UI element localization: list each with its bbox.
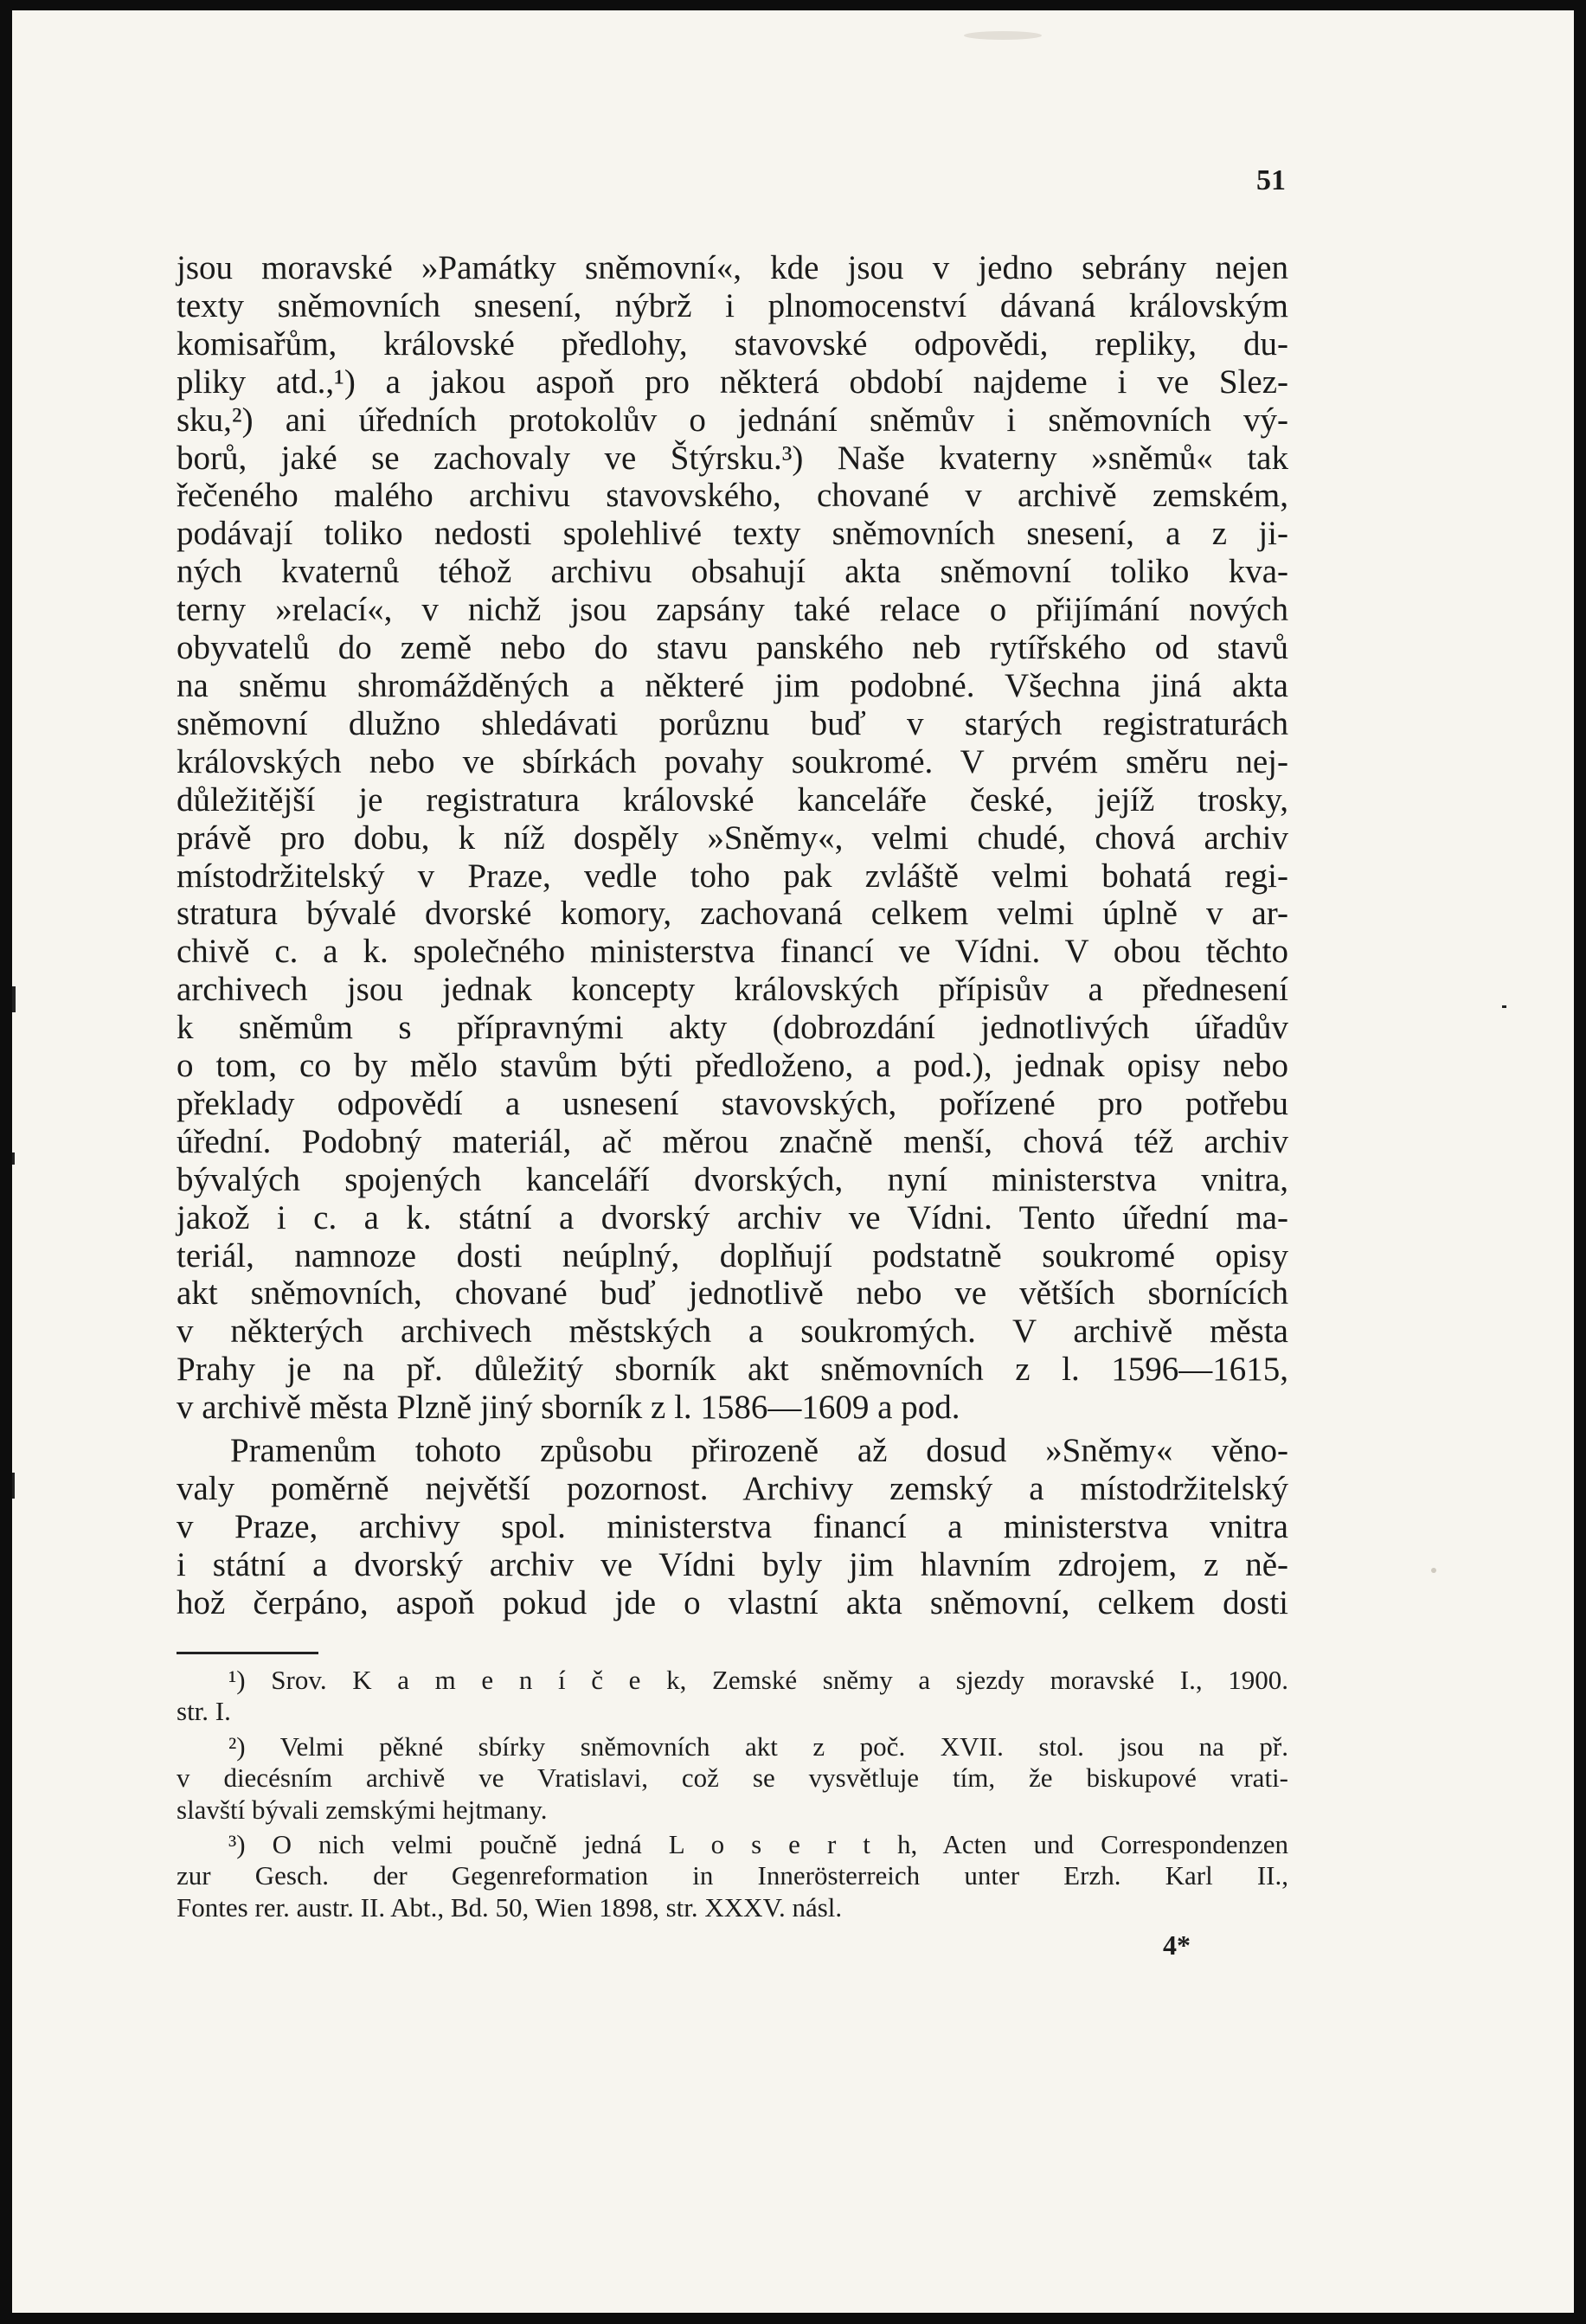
text-line: hož čerpáno, aspoň pokud jde o vlastní akta sněmovní, celkem dosti	[177, 1583, 1288, 1621]
text-line: i státní a dvorský archiv ve Vídni byly jim hlavním zdrojem, z ně-	[177, 1545, 1288, 1583]
footnote-line: Fontes rer. austr. II. Abt., Bd. 50, Wien 1898, str. XXXV. násl.	[177, 1891, 843, 1923]
paper-spot	[964, 31, 1042, 40]
text-line: texty sněmovních snesení, nýbrž i plnomocenství dávaná královským	[177, 286, 1288, 324]
text-line: teriál, namnoze dosti neúplný, doplňují podstatně soukromé opisy	[177, 1236, 1288, 1274]
paragraph-2	[177, 1432, 1288, 1622]
text-line: v některých archivech městských a soukromých. V archivě města	[177, 1313, 1288, 1351]
text-line: ných kvaternů téhož archivu obsahují akta sněmovní toliko kva-	[177, 553, 1288, 591]
scan-mark	[1502, 1005, 1506, 1008]
footnote-line: slavští bývali zemskými hejtmany.	[177, 1794, 548, 1825]
text-line: k sněmům s přípravnými akty (dobrozdání jednotlivých úřadův	[177, 1009, 1288, 1047]
text-line: o tom, co by mělo stavům býti předloženo, a pod.), jednak opisy nebo	[177, 1047, 1288, 1085]
text-line: překlady odpovědí a usnesení stavovských, pořízené pro potřebu	[177, 1084, 1288, 1122]
text-line: právě pro dobu, k níž dospěly »Sněmy«, velmi chudé, chová archiv	[177, 819, 1288, 857]
footnote-3	[177, 1829, 1288, 1923]
footnote-line: ¹) Srov. K a m e n í č e k, Zemské sněmy a sjezdy moravské I., 1900.	[228, 1665, 1288, 1695]
footnote-line: zur Gesch. der Gegenreformation in Innerösterreich unter Erzh. Karl II.,	[177, 1860, 1288, 1891]
page-number: 51	[1256, 164, 1286, 196]
text-line: jsou moravské »Památky sněmovní«, kde jsou v jedno sebrány nejen	[177, 249, 1288, 286]
text-line: Prahy je na př. důležitý sborník akt sněmovních z l. 1596—1615,	[177, 1351, 1288, 1389]
text-line: místodržitelský v Praze, vedle toho pak zvláště velmi bohatá regi-	[177, 857, 1288, 895]
text-line: jakož i c. a k. státní a dvorský archiv ve Vídni. Tento úřední ma-	[177, 1198, 1288, 1236]
text-line: obyvatelů do země nebo do stavu panského neb rytířského od stavů	[177, 629, 1288, 667]
text-line: podávají toliko nedosti spolehlivé texty sněmovních snesení, a z ji-	[177, 515, 1288, 553]
text-line: královských nebo ve sbírkách povahy soukromé. V prvém směru nej-	[177, 742, 1288, 780]
footnote-line: v diecésním archivě ve Vratislavi, což se vysvětluje tím, že biskupové vrati-	[177, 1762, 1288, 1794]
paragraph-1	[177, 249, 1288, 1427]
scan-mark	[12, 986, 16, 1012]
paper-spot	[1431, 1568, 1436, 1573]
footnote-line: str. I.	[177, 1696, 231, 1727]
text-line: valy poměrně největší pozornost. Archivy zemský a místodržitelský	[177, 1470, 1288, 1507]
book-page	[12, 10, 1574, 2313]
text-line: bývalých spojených kanceláří dvorských, nyní ministerstva vnitra,	[177, 1160, 1288, 1198]
footnote-line: ³) O nich velmi poučně jedná L o s e r t h, Acten und Correspondenzen	[228, 1829, 1288, 1860]
scan-mark	[12, 1152, 15, 1165]
text-line: úřední. Podobný materiál, ač měrou značně menší, chová též archiv	[177, 1122, 1288, 1160]
text-line: komisařům, královské předlohy, stavovské odpovědi, repliky, du-	[177, 324, 1288, 363]
footnote-2	[177, 1731, 1288, 1826]
text-line: stratura bývalé dvorské komory, zachovaná celkem velmi úplně v ar-	[177, 895, 1288, 933]
footnote-separator	[177, 1652, 318, 1654]
main-text	[177, 249, 1288, 1622]
text-line: řečeného malého archivu stavovského, chované v archivě zemském,	[177, 477, 1288, 515]
footnotes	[177, 1665, 1288, 1927]
text-line: pliky atd.,¹) a jakou aspoň pro některá období najdeme i ve Slez-	[177, 363, 1288, 401]
text-line: sněmovní dlužno shledávati porůznu buď v starých registraturách	[177, 704, 1288, 742]
text-line: chivě c. a k. společného ministerstva financí ve Vídni. V obou těchto	[177, 933, 1288, 971]
text-line: Pramenům tohoto způsobu přirozeně až dosud »Sněmy« věno-	[230, 1432, 1288, 1470]
text-line: v archivě města Plzně jiný sborník z l. 1586—1609 a pod.	[177, 1389, 960, 1427]
text-line: sku,²) ani úředních protokolův o jednání sněmův i sněmovních vý-	[177, 401, 1288, 439]
text-line: borů, jaké se zachovaly ve Štýrsku.³) Naše kvaterny »sněmů« tak	[177, 439, 1288, 477]
text-line: terny »relací«, v nichž jsou zapsány také relace o přijímání nových	[177, 591, 1288, 629]
scan-mark	[12, 1473, 15, 1499]
text-line: v Praze, archivy spol. ministerstva financí a ministerstva vnitra	[177, 1507, 1288, 1545]
footnote-line: ²) Velmi pěkné sbírky sněmovních akt z poč. XVII. stol. jsou na př.	[228, 1730, 1288, 1762]
footnote-1	[177, 1665, 1288, 1728]
text-line: důležitější je registratura královské kanceláře české, jejíž trosky,	[177, 780, 1288, 819]
printer-signature-mark: 4*	[1163, 1929, 1191, 1961]
text-line: na sněmu shromážděných a některé jim podobné. Všechna jiná akta	[177, 666, 1288, 704]
text-line: akt sněmovních, chované buď jednotlivě nebo ve větších sbornících	[177, 1274, 1288, 1313]
text-line: archivech jsou jednak koncepty královských přípisův a přednesení	[177, 971, 1288, 1009]
